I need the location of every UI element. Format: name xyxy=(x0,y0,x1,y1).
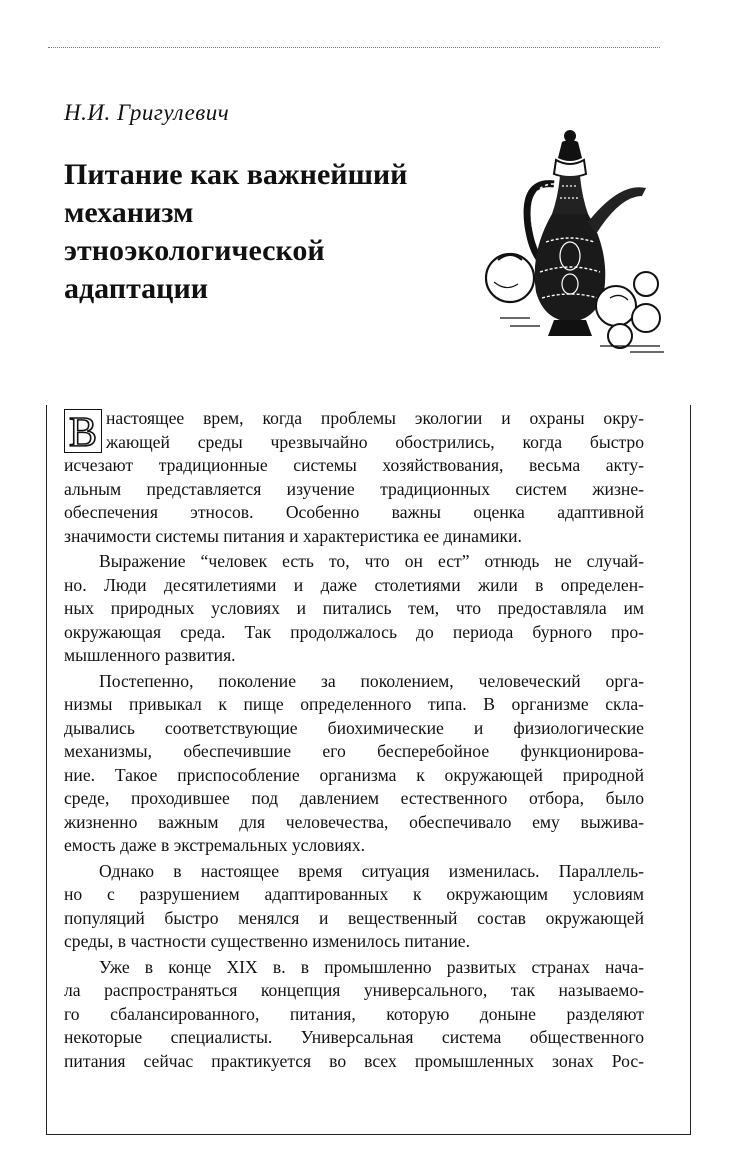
paragraph xyxy=(64,860,644,954)
text-line: среде, проходившее под давлением естественного отбора, было xyxy=(64,788,644,808)
text-line: но. Люди десятилетиями и даже столетиями жили в определен- xyxy=(64,574,644,595)
text-line: Выражение “человек есть то, что он ест” отнюдь не случай- xyxy=(99,551,644,571)
text-line: дывались соответствующие биохимические и физиологические xyxy=(64,717,644,738)
text-line: ла распространяться концепция универсального, так называемо- xyxy=(64,980,644,1000)
text-frame-bottom-rule xyxy=(46,1134,691,1135)
text-line: Постепенно, поколение за поколением, человеческий орга- xyxy=(99,670,644,691)
text-line: среды, в частности существенно изменилось питание. xyxy=(64,931,470,951)
dropcap-letter: В xyxy=(68,410,98,453)
text-line: низмы привыкал к пище определенного типа. В организме скла- xyxy=(64,694,644,714)
paragraph xyxy=(64,407,644,548)
article-title xyxy=(64,156,464,308)
author-name: Н.И. Григулевич xyxy=(64,100,230,125)
title-line: адаптации xyxy=(64,272,209,305)
text-line: го сбалансированного, питания, которую доныне разделяют xyxy=(64,1003,644,1024)
text-line: исчезают традиционные системы хозяйствования, весьма акту- xyxy=(64,455,644,475)
text-line: жающей среды чрезвычайно обострились, когда быстро xyxy=(106,431,644,452)
title-line: механизм xyxy=(64,196,194,229)
text-line: значимости системы питания и характеристика ее динамики. xyxy=(64,525,522,546)
paragraph xyxy=(64,550,644,668)
article-body xyxy=(64,407,644,1075)
jug-and-fruit-illustration xyxy=(470,122,670,362)
text-line: но с разрушением адаптированных к окружающим условиям xyxy=(64,884,644,904)
text-line: обеспечения этносов. Особенно важны оценка адаптивной xyxy=(64,502,644,522)
text-line: Однако в настоящее время ситуация изменилась. Параллель- xyxy=(99,860,644,881)
title-line: этноэкологической xyxy=(64,234,325,267)
text-line: некоторые специалисты. Универсальная система общественного xyxy=(64,1027,644,1047)
top-dotted-rule xyxy=(48,47,660,48)
text-line: окружающая среда. Так продолжалось до периода бурного про- xyxy=(64,621,644,642)
paragraph xyxy=(64,670,644,858)
title-line: Питание как важнейший xyxy=(64,158,408,191)
text-frame-right-rule xyxy=(690,405,691,1135)
paragraph xyxy=(64,956,644,1074)
text-line: питания сейчас практикуется во всех промышленных зонах Рос- xyxy=(64,1050,644,1071)
text-line: ние. Такое приспособление организма к окружающей природной xyxy=(64,764,644,785)
text-line: механизмы, обеспечившие его бесперебойное функционирова- xyxy=(64,741,644,761)
text-line: жизненно важным для человечества, обеспечивало ему выжива- xyxy=(64,811,644,832)
text-line: Уже в конце XIX в. в промышленно развитых странах нача- xyxy=(99,956,644,977)
text-line: мышленного развития. xyxy=(64,645,236,665)
text-line: настоящее врем, когда проблемы экологии и охраны окру- xyxy=(106,408,644,428)
text-frame-left-rule xyxy=(46,405,47,1135)
text-line: емость даже в экстремальных условиях. xyxy=(64,835,366,855)
text-line: ных природных условиях и питались тем, что предоставляла им xyxy=(64,598,644,618)
decorative-dropcap xyxy=(64,409,102,453)
text-line: альным представляется изучение традиционных систем жизне- xyxy=(64,478,644,499)
text-line: популяций быстро менялся и вещественный состав окружающей xyxy=(64,907,644,928)
